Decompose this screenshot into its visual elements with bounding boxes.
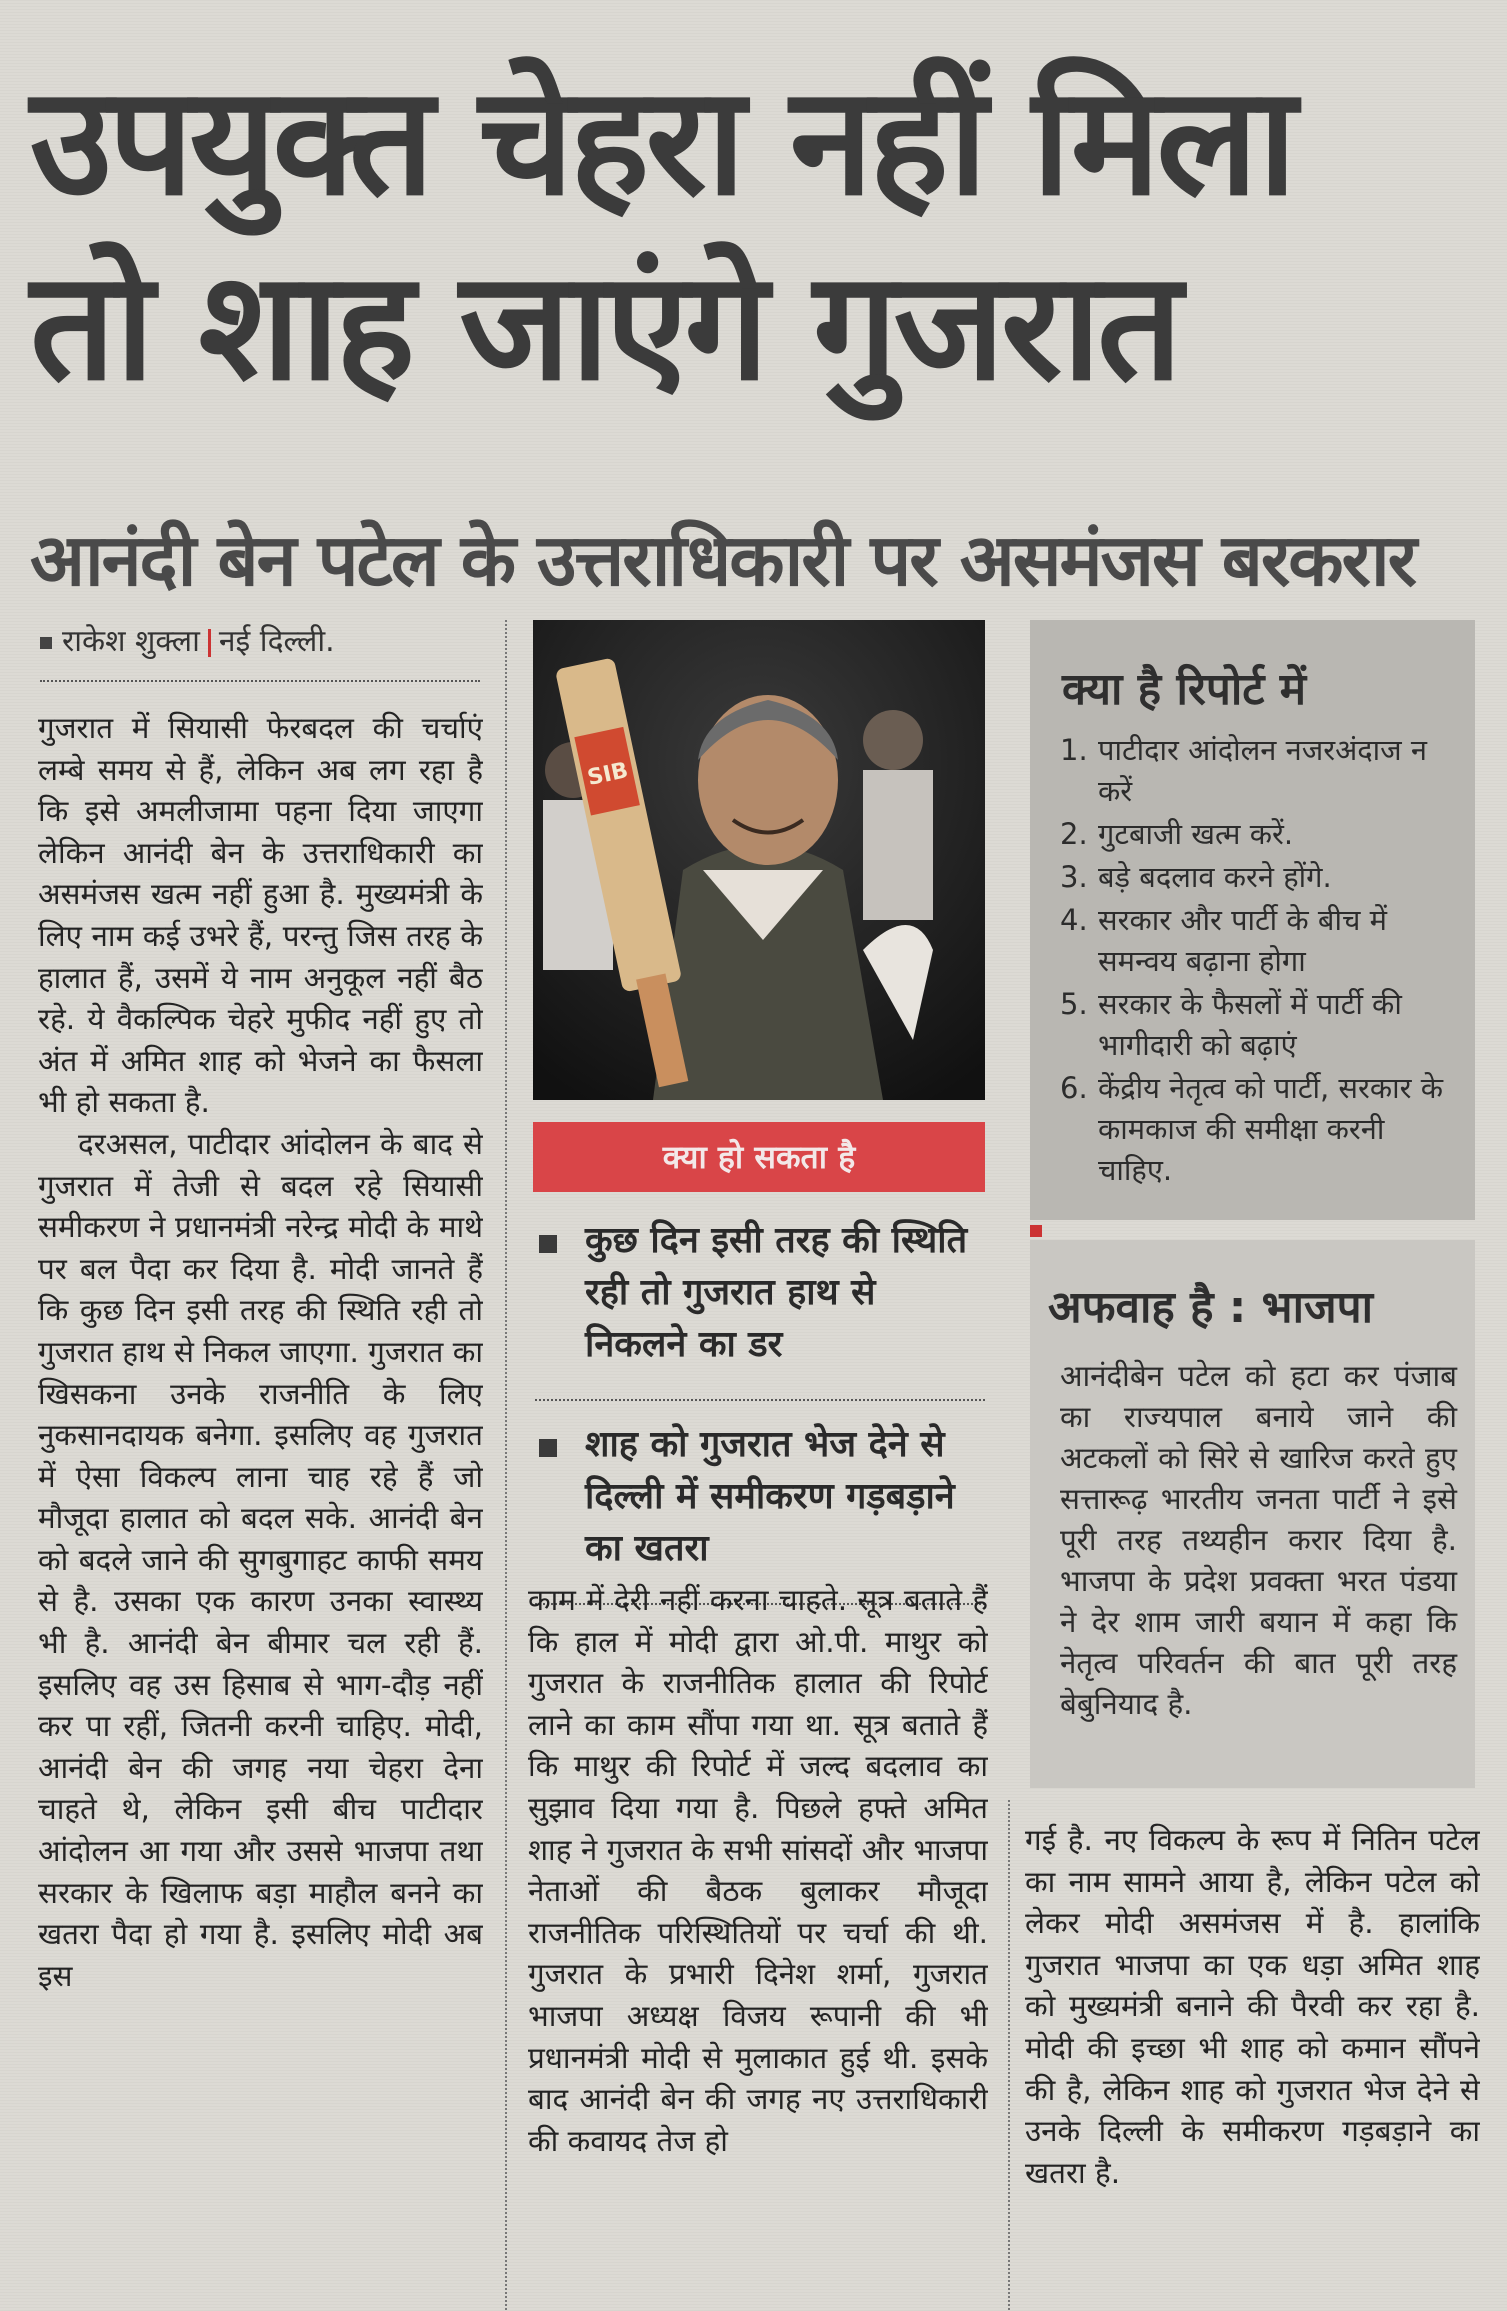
bat-label: SIB	[585, 758, 631, 792]
photo-illustration	[533, 620, 985, 1100]
bullet-text: शाह को गुजरात भेज देने से दिल्ली में समीकरण गड़बड़ाने का खतरा	[585, 1424, 955, 1569]
rumor-box	[1030, 1240, 1475, 1788]
article-paragraph: गई है. नए विकल्प के रूप में नितिन पटेल का नाम सामने आया है, लेकिन पटेल को लेकर मोदी असमंजस में है. हालांकि गुजरात भाजपा का एक धड़ा अमित शाह को मुख्यमंत्री बनाने की पैरवी कर रहा है. मोदी की इच्छा भी शाह को कमान सौंपने की है, लेकिन शाह को गुजरात भेज देने से उनके दिल्ली के समीकरण गड़बड़ाने का खतरा है.	[1025, 1823, 1480, 2190]
list-item	[535, 1419, 985, 1575]
bullet-square-icon	[539, 1439, 557, 1457]
list-item: 4. सरकार और पार्टी के बीच में समन्वय बढ़ाना होगा	[1060, 903, 1387, 978]
report-box	[1030, 620, 1475, 1220]
article-column-2	[528, 1580, 988, 2305]
article-column-3	[1025, 1820, 1480, 2310]
list-item: 1. पाटीदार आंदोलन नजरअंदाज न करें	[1060, 733, 1427, 808]
byline	[40, 620, 480, 682]
list-item: 5. सरकार के फैसलों में पार्टी की भागीदारी को बढ़ाएं	[1060, 987, 1402, 1062]
bullet-square-icon	[539, 1235, 557, 1253]
column-divider	[505, 620, 507, 2310]
report-box-title: क्या है रिपोर्ट में	[1062, 664, 1307, 715]
column-divider	[1008, 1800, 1010, 2310]
headline-line-1: उपयुक्त चेहरा नहीं मिला	[30, 55, 1293, 229]
article-paragraph: काम में देरी नहीं करना चाहते. सूत्र बताते हैं कि हाल में मोदी द्वारा ओ.पी. माथुर को गुजरात के राजनीतिक हालात की रिपोर्ट लाने का काम सौंपा गया था. सूत्र बताते हैं कि माथुर की रिपोर्ट में जल्द बदलाव का सुझाव दिया गया है. पिछले हफ्ते अमित शाह ने गुजरात के सभी सांसदों और भाजपा नेताओं की बैठक बुलाकर मौजूदा राजनीतिक परिस्थितियों पर चर्चा की थी. गुजरात के प्रभारी दिनेश शर्मा, गुजरात भाजपा अध्यक्ष विजय रूपानी की भी प्रधानमंत्री मोदी से मुलाकात हुई थी. इसके बाद आनंदी बेन की जगह नए उत्तराधिकारी की कवायद तेज हो	[528, 1583, 988, 2158]
headline-line-2: तो शाह जाएंगे गुजरात	[30, 240, 1179, 414]
photo-caption: क्या हो सकता है	[533, 1122, 985, 1192]
headline	[30, 50, 1480, 420]
byline-divider	[208, 629, 211, 657]
rumor-box-text: आनंदीबेन पटेल को हटा कर पंजाब का राज्यपाल बनाये जाने की अटकलों को सिरे से खारिज करते हुए सत्तारूढ़ भारतीय जनता पार्टी ने इसे पूरी तरह तथ्यहीन करार दिया है. भाजपा के प्रदेश प्रवक्ता भरत पंडया ने देर शाम जारी बयान में कहा कि नेतृत्व परिवर्तन की बात पूरी तरह बेबुनियाद है.	[1060, 1359, 1457, 1721]
list-item: 2. गुटबाजी खत्म करें.	[1060, 817, 1294, 851]
byline-location: नई दिल्ली.	[218, 624, 335, 659]
article-paragraph: गुजरात में सियासी फेरबदल की चर्चाएं लम्बे समय से हैं, लेकिन अब लग रहा है कि इसे अमलीजामा पहना दिया जाएगा लेकिन आनंदी बेन के उत्तराधिकारी का असमंजस खत्म नहीं हुआ है. मुख्यमंत्री के लिए नाम कई उभरे हैं, परन्तु जिस तरह के हालात हैं, उसमें ये नाम अनुकूल नहीं बैठ रहे. ये वैकल्पिक चेहरे मुफीद नहीं हुए तो अंत में अमित शाह को भेजने का फैसला भी हो सकता है.	[38, 711, 483, 1120]
list-item: 3. बड़े बदलाव करने होंगे.	[1060, 860, 1332, 894]
article-paragraph: दरअसल, पाटीदार आंदोलन के बाद से गुजरात में तेजी से बदल रहे सियासी समीकरण ने प्रधानमंत्री नरेन्द्र मोदी के माथे पर बल पैदा कर दिया है. मोदी जानते हैं कि कुछ दिन इसी तरह की स्थिति रही तो गुजरात हाथ से निकल जाएगा. गुजरात का खिसकना उनके राजनीति के लिए नुकसानदायक बनेगा. इसलिए वह गुजरात में ऐसा विकल्प लाना चाह रहे हैं जो मौजूदा हालात को बदल सके. आनंदी बेन को बदले जाने की सुगबुगाहट काफी समय से है. उसका एक कारण उनका स्वास्थ्य भी है. आनंदी बेन बीमार चल रही हैं. इसलिए वह उस हिसाब से भाग-दौड़ नहीं कर पा रहीं, जितनी करनी चाहिए. मोदी, आनंदी बेन की जगह नया चेहरा देना चाहते थे, लेकिन इसी बीच पाटीदार आंदोलन आ गया और उससे भाजपा तथा सरकार के खिलाफ बड़ा माहौल बनने का खतरा पैदा हो गया है. इसलिए मोदी अब इस	[38, 1126, 483, 1993]
rumor-box-title: अफवाह है : भाजपा	[1048, 1282, 1374, 1333]
list-item: 6. केंद्रीय नेतृत्व को पार्टी, सरकार के कामकाज की समीक्षा करनी चाहिए.	[1060, 1071, 1444, 1187]
red-marker-icon	[1030, 1225, 1042, 1237]
bullet-list	[535, 1215, 985, 1623]
bullet-square-icon	[40, 637, 52, 649]
article-column-1	[38, 708, 483, 2308]
report-list	[1030, 730, 1475, 1191]
news-photo	[533, 620, 985, 1100]
byline-author: राकेश शुक्ला	[62, 624, 200, 659]
separator	[535, 1399, 985, 1401]
bullet-text: कुछ दिन इसी तरह की स्थिति रही तो गुजरात हाथ से निकलने का डर	[585, 1220, 968, 1365]
list-item	[535, 1215, 985, 1371]
subheadline: आनंदी बेन पटेल के उत्तराधिकारी पर असमंजस बरकरार	[30, 518, 1416, 602]
